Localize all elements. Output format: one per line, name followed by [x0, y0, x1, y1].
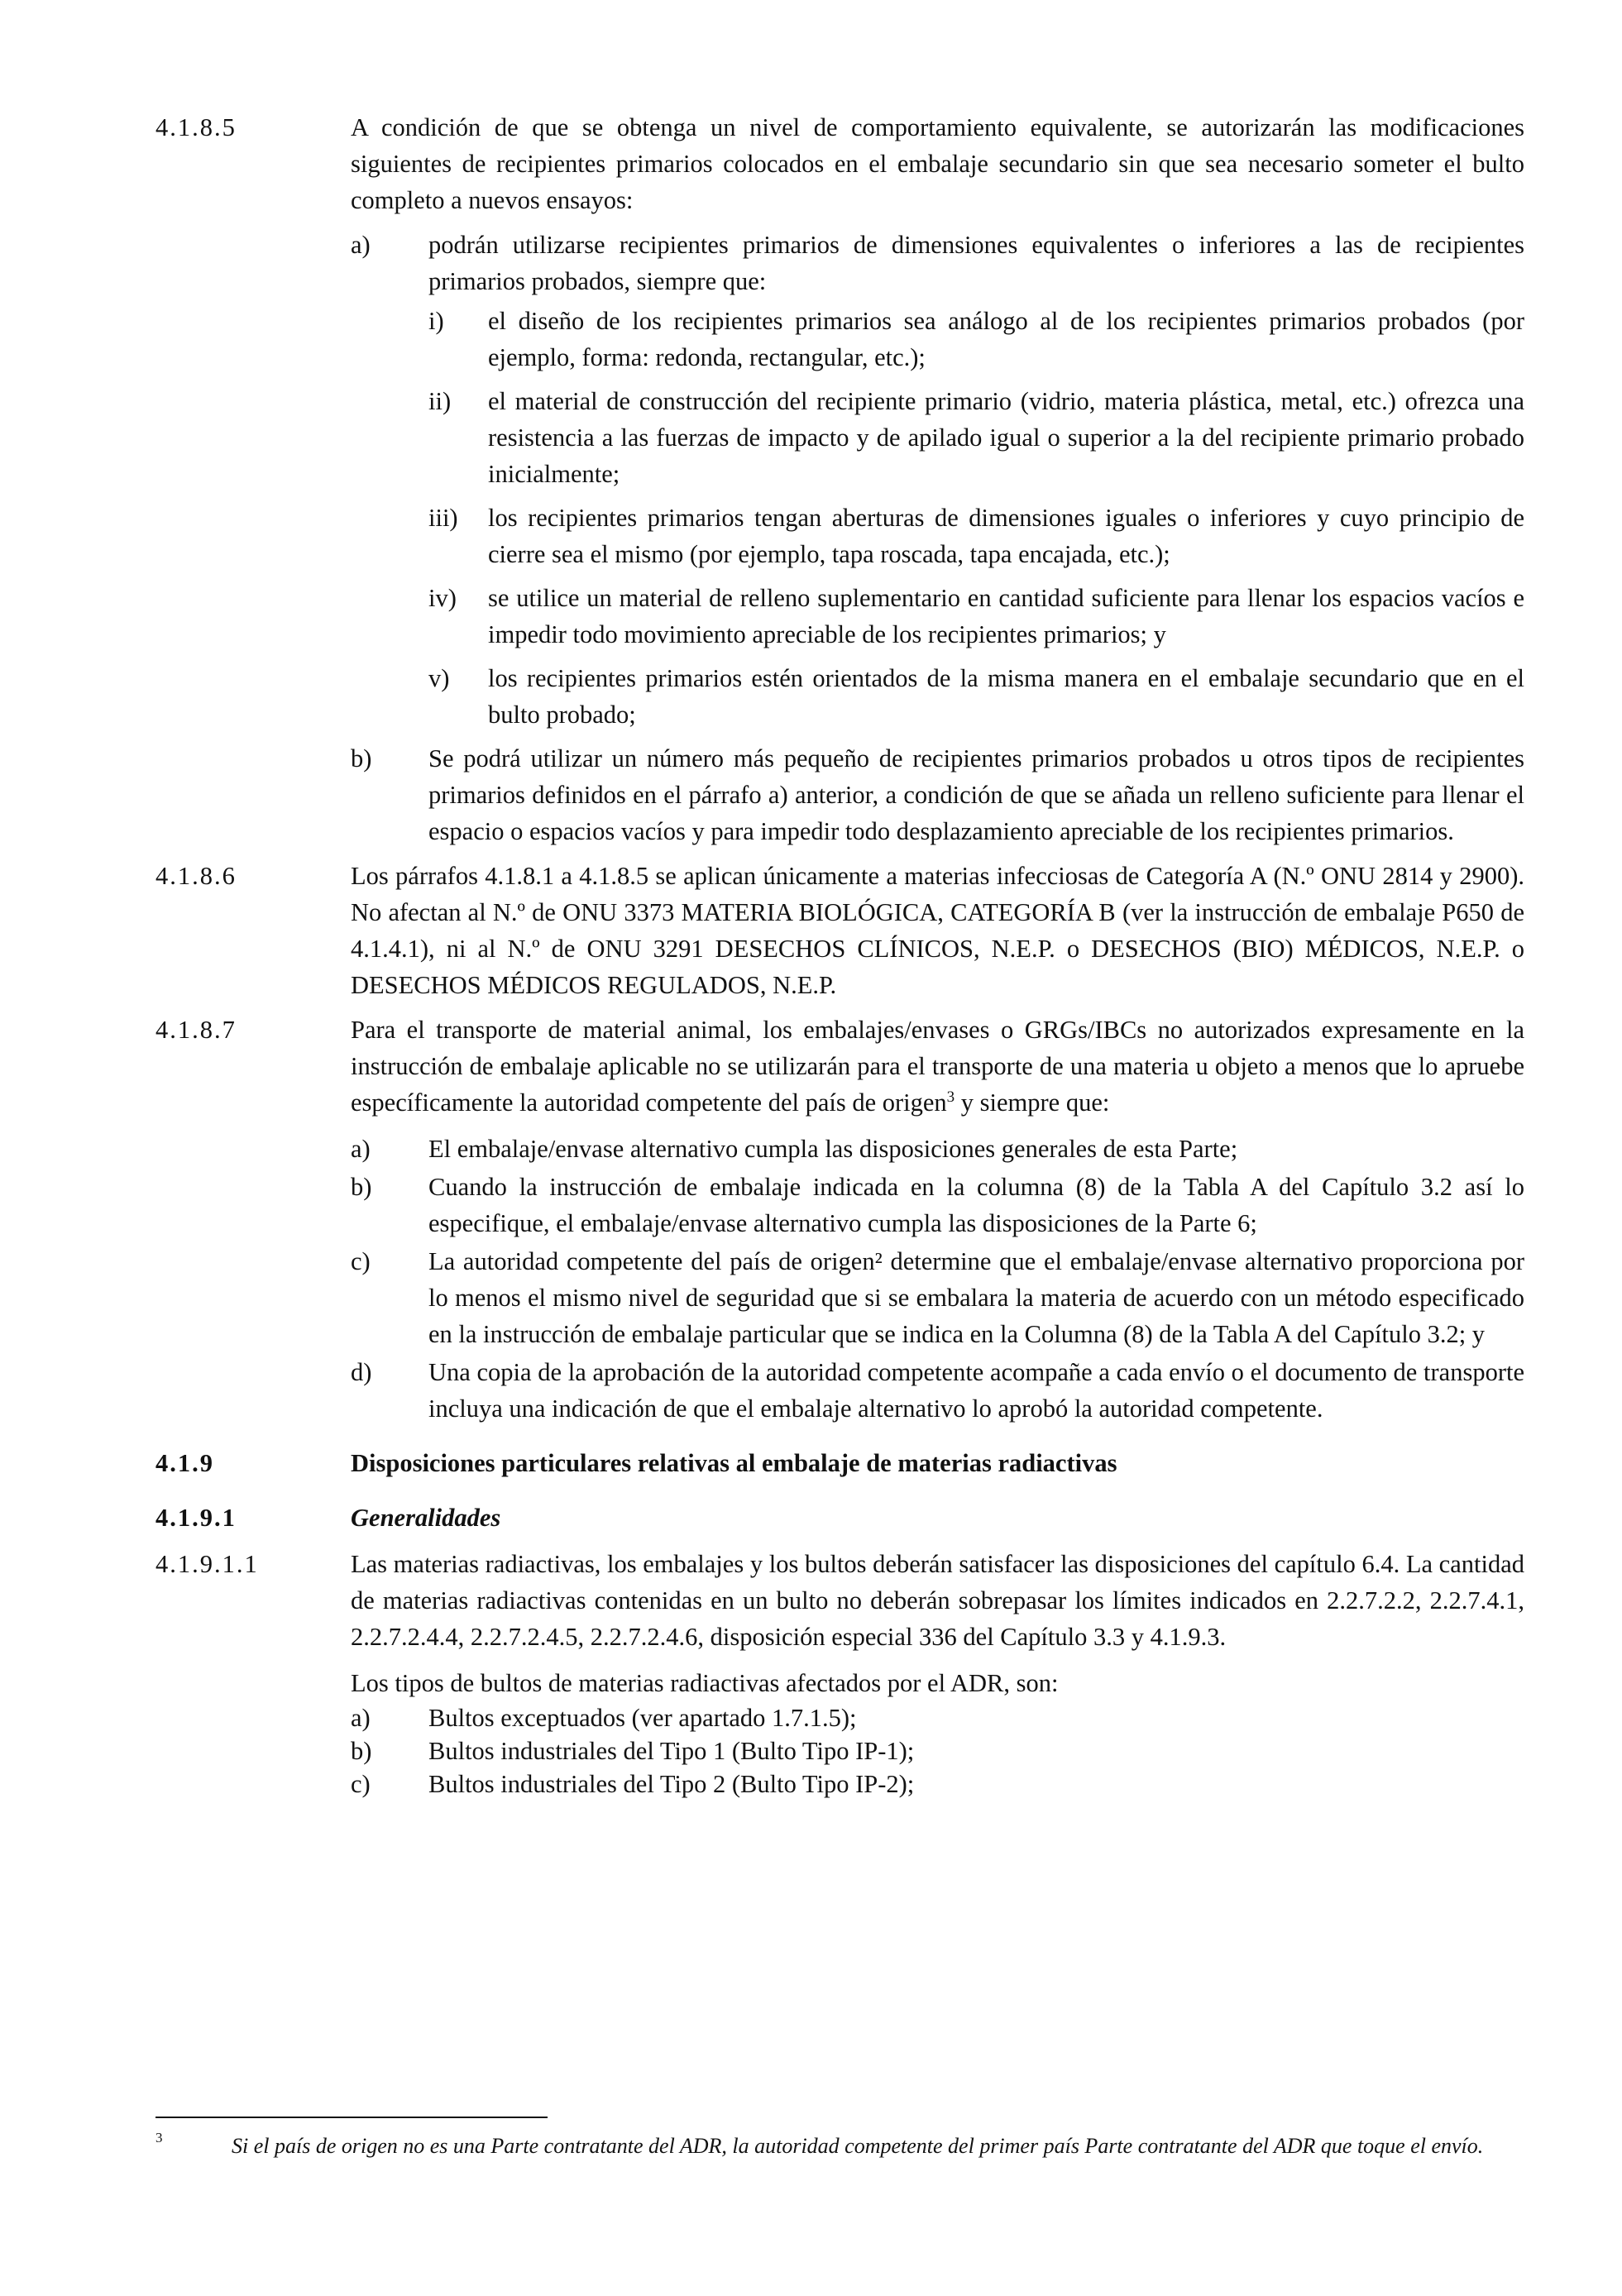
list-text: Bultos exceptuados (ver apartado 1.7.1.5); — [428, 1704, 857, 1732]
paragraph: A condición de que se obtenga un nivel de comportamiento equivalente, se autorizarán las modificaciones siguientes de recipientes primarios colocados en el embalaje secundario sin que sea necesario someter el bulto completo a nuevos ensayos: — [351, 113, 1524, 214]
list-text: Bultos industriales del Tipo 1 (Bulto Tipo IP-1); — [428, 1737, 915, 1765]
list-label: a) — [351, 1135, 371, 1163]
list-label: b) — [351, 744, 372, 773]
list-text: Una copia de la aprobación de la autoridad competente acompañe a cada envío o el documento de transporte incluya una indicación de que el embalaje alternativo lo aprobó la autoridad competente. — [428, 1358, 1524, 1423]
list-text: Cuando la instrucción de embalaje indicada en la columna (8) de la Tabla A del Capítulo 3.2 así lo especifique, el embalaje/envase alternativo cumpla las disposiciones de la Parte 6; — [428, 1173, 1524, 1237]
list-item — [351, 1243, 1524, 1352]
sublist-text: el diseño de los recipientes primarios sea análogo al de los recipientes primarios probados (por ejemplo, forma: redonda, rectangular, etc.); — [488, 307, 1524, 371]
footnote-mark: 3 — [156, 2130, 163, 2145]
sublist-label: i) — [428, 307, 444, 335]
section-4-1-9-heading — [156, 1445, 1524, 1481]
paragraph-text: y siempre que: — [955, 1088, 1110, 1117]
document-page — [156, 109, 1524, 1801]
sublist-item — [428, 500, 1524, 572]
list-item — [351, 1734, 1524, 1767]
sublist-label: iv) — [428, 584, 457, 612]
footnote — [156, 2130, 1524, 2163]
sublist-label: v) — [428, 664, 450, 692]
sublist-item — [428, 660, 1524, 733]
section-4-1-8-6 — [156, 858, 1524, 1003]
section-4-1-8-5 — [156, 109, 1524, 849]
section-body — [351, 109, 1524, 849]
list-item — [351, 1767, 1524, 1801]
list-text: El embalaje/envase alternativo cumpla las disposiciones generales de esta Parte; — [428, 1135, 1238, 1163]
list-item — [351, 740, 1524, 849]
section-number: 4.1.9.1 — [156, 1504, 237, 1532]
list-label: b) — [351, 1173, 372, 1201]
sublist-text: el material de construcción del recipiente primario (vidrio, materia plástica, metal, etc.) ofrezca una resistencia a las fuerzas de impacto y de apilado igual o superior a la del recipiente primario probado inicialmente; — [488, 387, 1524, 488]
list-text: La autoridad competente del país de origen² determine que el embalaje/envase alternativo proporciona por lo menos el mismo nivel de seguridad que si se embalara la materia de acuerdo con un método especificado en la instrucción de embalaje particular que se indica en la Columna (8) de la Tabla A del Capítulo 3.2; y — [428, 1247, 1524, 1348]
section-number: 4.1.8.7 — [156, 1016, 237, 1044]
sublist-label: iii) — [428, 504, 458, 532]
paragraph: Los tipos de bultos de materias radiactivas afectados por el ADR, son: — [351, 1669, 1059, 1697]
section-number: 4.1.8.6 — [156, 862, 237, 890]
sublist-text: los recipientes primarios estén orientados de la misma manera en el embalaje secundario que en el bulto probado; — [488, 664, 1524, 729]
section-number: 4.1.9 — [156, 1449, 214, 1477]
list-label: c) — [351, 1247, 371, 1275]
list-item — [351, 1131, 1524, 1167]
footnote-separator — [156, 2117, 548, 2118]
section-body — [351, 1546, 1524, 1801]
list-item — [351, 1169, 1524, 1241]
list-label: b) — [351, 1737, 372, 1765]
paragraph: Las materias radiactivas, los embalajes y los bultos deberán satisfacer las disposiciones del capítulo 6.4. La cantidad de materias radiactivas contenidas en un bulto no deberán sobrepasar los límites indicados en 2.2.7.2.2, 2.2.7.4.1, 2.2.7.2.4.4, 2.2.7.2.4.5, 2.2.7.2.4.6, disposición especial 336 del Capítulo 3.3 y 4.1.9.3. — [351, 1550, 1524, 1651]
section-4-1-9-1-heading — [156, 1500, 1524, 1536]
list-label: d) — [351, 1358, 372, 1386]
sublist — [428, 303, 1524, 733]
list-text: Bultos industriales del Tipo 2 (Bulto Tipo IP-2); — [428, 1770, 915, 1798]
section-body — [351, 858, 1524, 1003]
sublist-label: ii) — [428, 387, 452, 415]
list-label: c) — [351, 1770, 371, 1798]
list-text: podrán utilizarse recipientes primarios de dimensiones equivalentes o inferiores a las de recipientes primarios probados, siempre que: — [428, 231, 1524, 295]
section-body — [351, 1012, 1524, 1427]
list-label: a) — [351, 231, 371, 259]
section-heading: Generalidades — [351, 1504, 501, 1532]
section-number: 4.1.9.1.1 — [156, 1550, 259, 1578]
paragraph — [351, 1012, 1524, 1121]
paragraph: Los párrafos 4.1.8.1 a 4.1.8.5 se aplican únicamente a materias infecciosas de Categoría A (N.º ONU 2814 y 2900). No afectan al N.º de ONU 3373 MATERIA BIOLÓGICA, CATEGORÍA B (ver la instrucción de embalaje P650 de 4.1.4.1), ni al N.º de ONU 3291 DESECHOS CLÍNICOS, N.E.P. o DESECHOS (BIO) MÉDICOS, N.E.P. o DESECHOS MÉDICOS REGULADOS, N.E.P. — [351, 862, 1524, 999]
section-4-1-9-1-1 — [156, 1546, 1524, 1801]
sublist-item — [428, 383, 1524, 492]
section-number: 4.1.8.5 — [156, 113, 237, 141]
footnote-reference[interactable]: 3 — [946, 1088, 955, 1106]
list-item — [351, 227, 1524, 299]
sublist-text: los recipientes primarios tengan aberturas de dimensiones iguales o inferiores y cuyo principio de cierre sea el mismo (por ejemplo, tapa roscada, tapa encajada, etc.); — [488, 504, 1524, 568]
sublist-item — [428, 580, 1524, 653]
list-item — [351, 1701, 1524, 1734]
section-heading: Disposiciones particulares relativas al embalaje de materias radiactivas — [351, 1449, 1117, 1477]
list-item — [351, 1354, 1524, 1427]
footnote-text: Si el país de origen no es una Parte contratante del ADR, la autoridad competente del primer país Parte contratante del ADR que toque el envío. — [232, 2134, 1484, 2158]
list-text: Se podrá utilizar un número más pequeño de recipientes primarios probados u otros tipos de recipientes primarios definidos en el párrafo a) anterior, a condición de que se añada un relleno suficiente para llenar el espacio o espacios vacíos y para impedir todo desplazamiento apreciable de los recipientes primarios. — [428, 744, 1524, 845]
sublist-item — [428, 303, 1524, 375]
section-4-1-8-7 — [156, 1012, 1524, 1427]
sublist-text: se utilice un material de relleno suplementario en cantidad suficiente para llenar los espacios vacíos e impedir todo movimiento apreciable de los recipientes primarios; y — [488, 584, 1524, 648]
paragraph-text: Para el transporte de material animal, los embalajes/envases o GRGs/IBCs no autorizados expresamente en la instrucción de embalaje aplicable no se utilizarán para el transporte de una materia u objeto a menos que lo apruebe específicamente la autoridad competente del país de origen — [351, 1016, 1524, 1117]
list-label: a) — [351, 1704, 371, 1732]
